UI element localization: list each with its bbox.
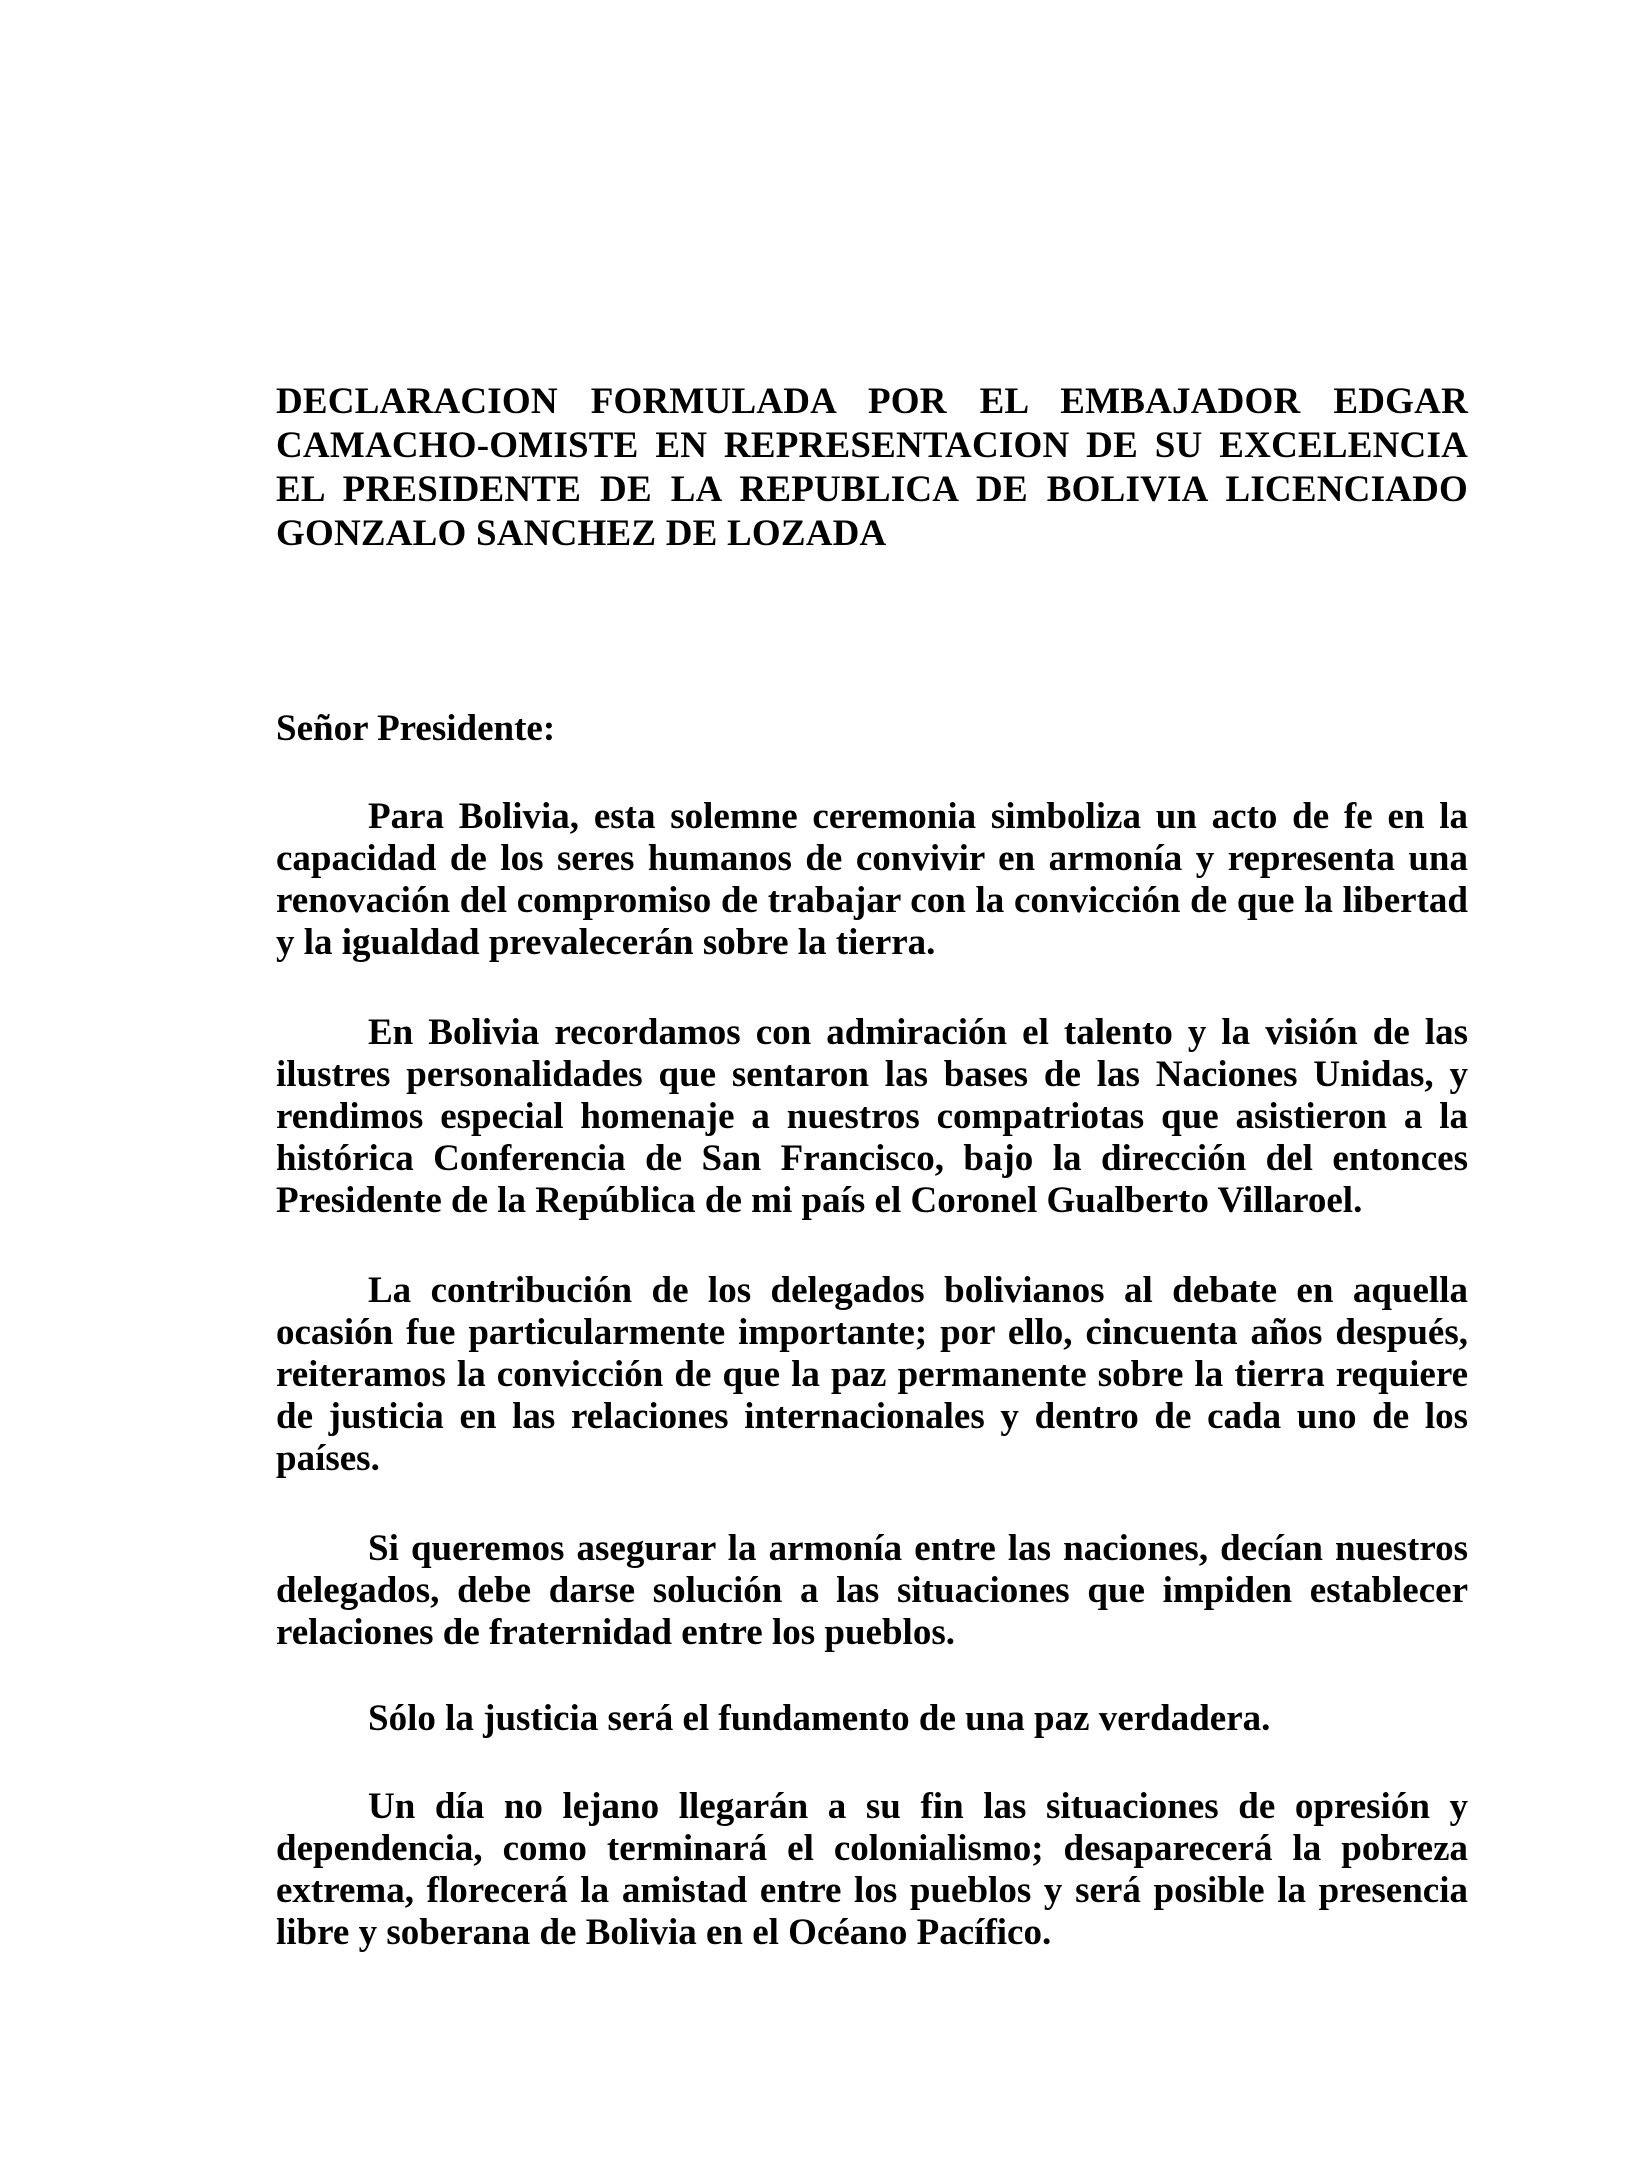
paragraph-3: La contribución de los delegados bolivianos al debate en aquella ocasión fue particularmente importante; por ello, cincuenta años después, reiteramos la convicción de que la paz permanente sobre la tierra requiere de justicia en las relaciones internacionales y dentro de cada uno de los países. [276,1270,1468,1479]
paragraph-6: Un día no lejano llegarán a su fin las situaciones de opresión y dependencia, como terminará el colonialismo; desaparecerá la pobreza extrema, florecerá la amistad entre los pueblos y será posible la presencia libre y soberana de Bolivia en el Océano Pacífico. [276,1786,1468,1953]
paragraph-1: Para Bolivia, esta solemne ceremonia simboliza un acto de fe en la capacidad de los seres humanos de convivir en armonía y representa una renovación del compromiso de trabajar con la convicción de que la libertad y la igualdad prevalecerán sobre la tierra. [276,796,1468,963]
paragraph-5: Sólo la justicia será el fundamento de una paz verdadera. [368,1698,1271,1739]
document-page [276,380,1468,1954]
salutation: Señor Presidente: [276,708,556,749]
document-title: DECLARACION FORMULADA POR EL EMBAJADOR EDGAR CAMACHO-OMISTE EN REPRESENTACION DE SU EXCELENCIA EL PRESIDENTE DE LA REPUBLICA DE BOLIVIA LICENCIADO GONZALO SANCHEZ DE LOZADA [276,381,1468,554]
paragraph-4: Si queremos asegurar la armonía entre las naciones, decían nuestros delegados, debe darse solución a las situaciones que impiden establecer relaciones de fraternidad entre los pueblos. [276,1528,1468,1653]
paragraph-2: En Bolivia recordamos con admiración el talento y la visión de las ilustres personalidades que sentaron las bases de las Naciones Unidas, y rendimos especial homenaje a nuestros compatriotas que asistieron a la histórica Conferencia de San Francisco, bajo la dirección del entonces Presidente de la República de mi país el Coronel Gualberto Villaroel. [276,1012,1468,1221]
